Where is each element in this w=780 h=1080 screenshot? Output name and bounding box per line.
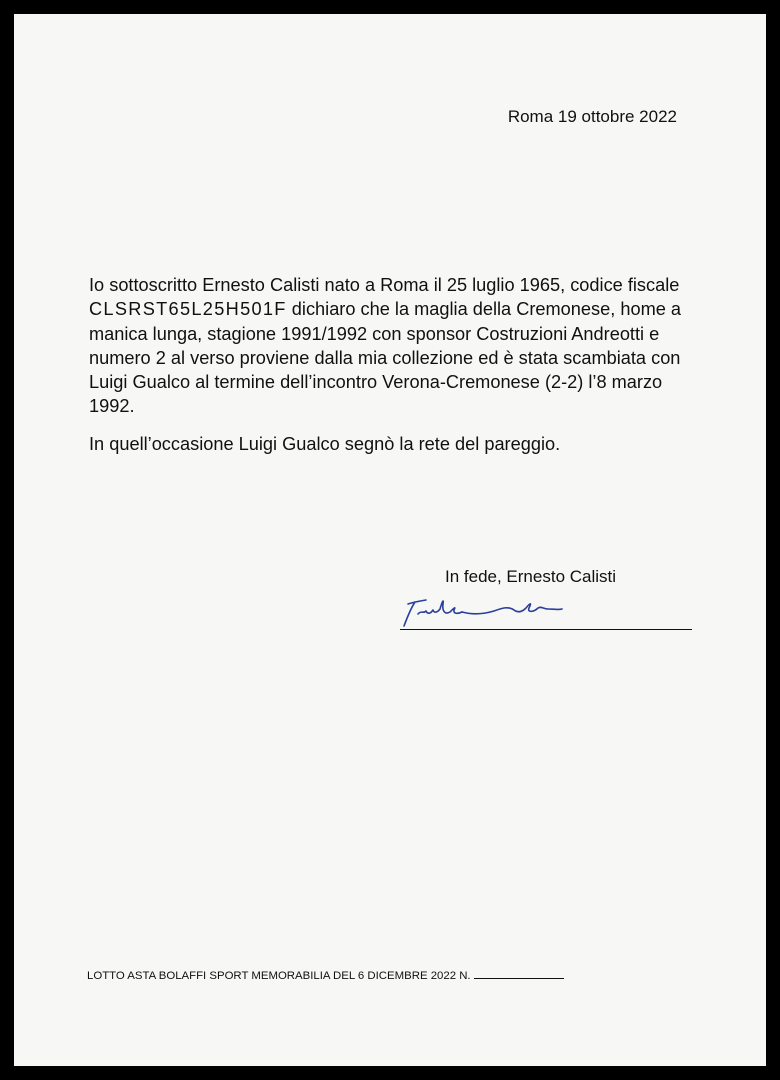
document-page [14, 14, 766, 1066]
footer-lot-label: LOTTO ASTA BOLAFFI SPORT MEMORABILIA DEL 6 DICEMBRE 2022 N. [87, 970, 471, 982]
declaration-paragraph [89, 273, 699, 419]
footer-lot-line [87, 969, 564, 982]
second-paragraph: In quell’occasione Luigi Gualco segnò la rete del pareggio. [89, 433, 561, 454]
declaration-main: dichiaro che la maglia della Cremonese, home a manica lunga, stagione 1991/1992 con sponsor Costruzioni Andreotti e numero 2 al verso proviene dalla mia collezione ed è stata scambiata con Luigi Gualco al termine dell’incontro Verona-Cremonese (2-2) l’8 marzo 1992. [89, 299, 682, 417]
handwritten-signature [398, 592, 578, 628]
signature-line [400, 629, 692, 630]
declaration-intro: Io sottoscritto Ernesto Calisti nato a Roma il 25 luglio 1965, codice fiscale [89, 275, 680, 295]
place-date: Roma 19 ottobre 2022 [507, 107, 677, 126]
declaration-body [89, 273, 699, 456]
codice-fiscale: CLSRST65L25H501F [89, 299, 287, 320]
closing-text: In fede, Ernesto Calisti [445, 567, 617, 586]
lot-number-blank [474, 969, 564, 979]
